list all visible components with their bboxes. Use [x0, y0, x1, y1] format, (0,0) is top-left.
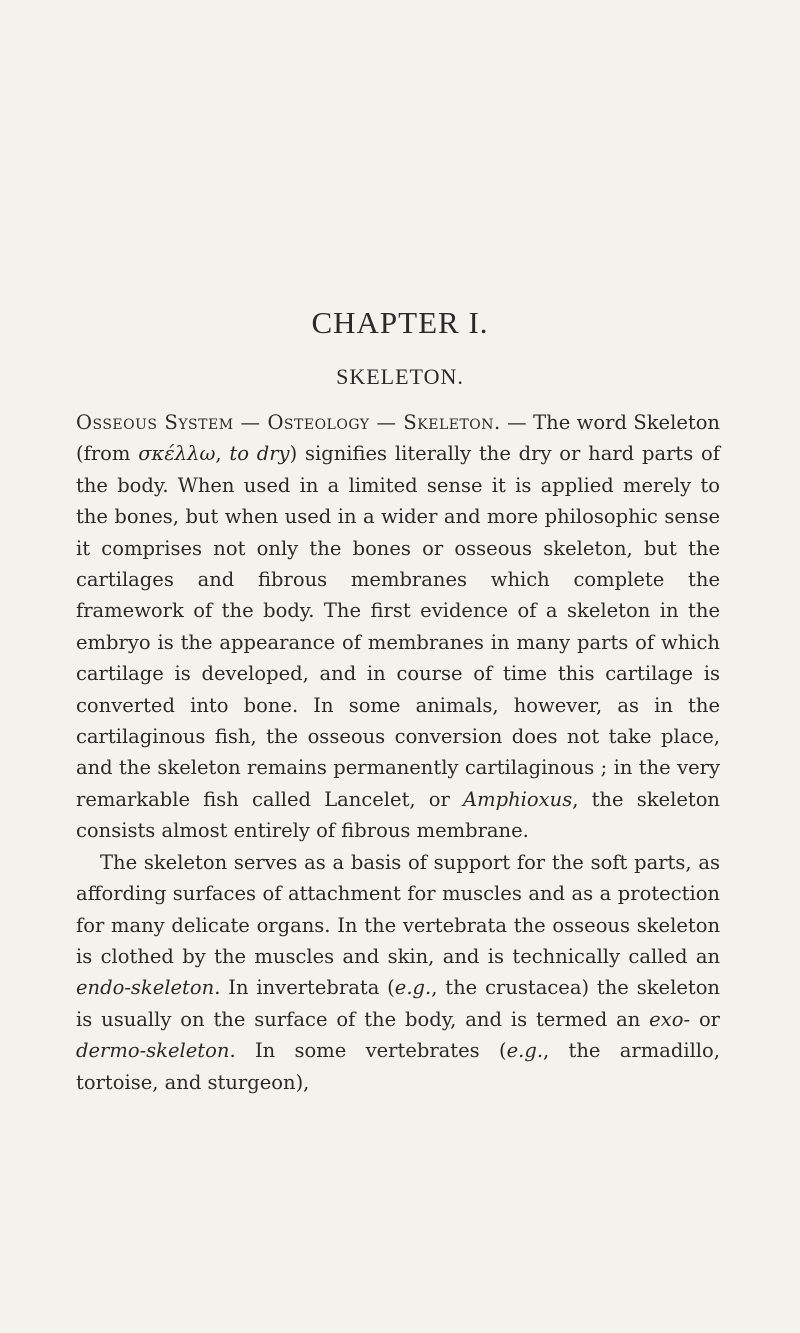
greek-word: σκέλλω: [138, 442, 216, 466]
italic-run: exo-: [649, 1007, 691, 1031]
paragraph-2: [76, 847, 720, 1098]
text-run: ,: [215, 442, 230, 466]
chapter-title: CHAPTER I.: [311, 305, 489, 340]
section-title: SKELETON.: [336, 364, 464, 389]
italic-run: e.g.: [394, 976, 432, 1000]
italic-run: endo-skeleton: [76, 976, 215, 1000]
text-run: The skeleton serves as a basis of support for the soft parts, as affording surfaces of attachment for muscles and as a protection for many delicate organs. In the vertebrata the osseous skeleton is clothed by the muscles and skin, and is technically called an: [76, 850, 720, 968]
text-run: , the skeleton consists almost entirely of fibrous membrane.: [76, 787, 720, 843]
paragraph-1: [76, 407, 720, 847]
italic-run: e.g.: [506, 1039, 544, 1063]
text-run: — The word Skeleton (from: [76, 411, 720, 466]
italic-run: to dry: [229, 442, 290, 466]
italic-run: dermo-skeleton: [76, 1039, 230, 1063]
body-text: [76, 407, 720, 1098]
text-run: ) signifies literally the dry or hard parts of the body. When used in a limited sense it is applied merely to the bones, but when used in a wider and more philosophic sense it comprises not only the bones or osseous skeleton, but the cartilages and fibrous membranes which complete the framework of the body. The first evidence of a skeleton in the embryo is the appearance of membranes in many parts of which cartilage is developed, and in course of time this cartilage is converted into bone. In some animals, however, as in the cartilaginous fish, the osseous conversion does not take place, and the skeleton remains permanently cartilaginous ; in the very remarkable fish called Lancelet, or: [76, 442, 720, 811]
text-run: , the crustacea) the skeleton is usually on the surface of the body, and is termed an: [76, 976, 720, 1031]
text-run: or: [690, 1007, 721, 1031]
paragraph-heading: Osseous System — Osteology — Skeleton.: [76, 411, 501, 434]
text-run: , the armadillo, tortoise, and sturgeon),: [76, 1039, 720, 1094]
text-run: . In some vertebrates (: [229, 1039, 507, 1063]
italic-run: Amphioxus: [463, 787, 573, 811]
text-run: . In invertebrata (: [214, 976, 395, 1000]
